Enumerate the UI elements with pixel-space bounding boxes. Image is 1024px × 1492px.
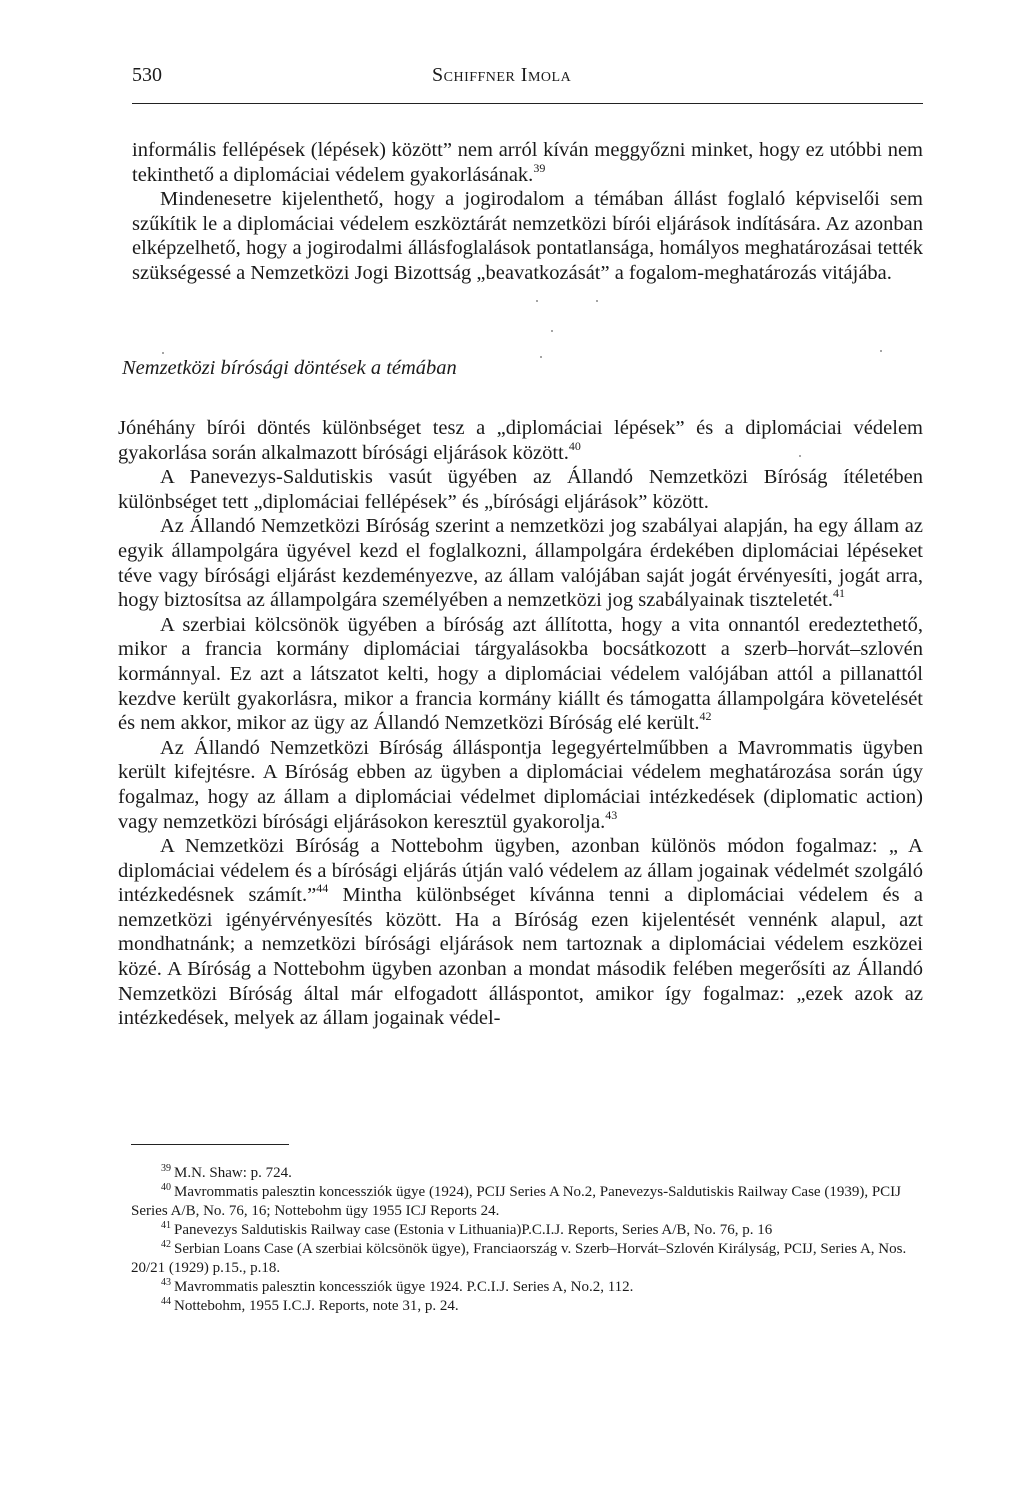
page-number: 530 [132,64,162,86]
running-header [132,64,923,98]
scan-speck [540,356,542,358]
intro-text [132,138,923,286]
footnote-ref: 42 [699,709,712,724]
paragraph: Az Állandó Nemzetközi Bíróság álláspontja legegyértelműbben a Mavrommatis ügyben került kifejtésre. A Bíróság ebben az ügyben a diplomáciai védelem meghatározása során úgy fogalmaz, hogy az állam a diplomáciai védelmet diplomáciai intézkedések (diplomatic action) vagy nemzetközi bírósági eljárásokon keresztül gyakorolja.$^{43}$ [118,736,923,833]
footnote-ref: 39 [533,160,546,175]
footnote-number: 43 [161,1277,171,1288]
scan-speck [596,300,598,302]
footnote: $^{42}$ Serbian Loans Case (A szerbiai kölcsönök ügye), Franciaország v. Szerb–Horvát–Szlovén Királyság, PCIJ, Series A, Nos. 20/21 (1929) p.15., p.18. [131,1239,907,1276]
scan-speck [799,455,801,457]
paragraph: A szerbiai kölcsönök ügyében a bíróság azt állította, hogy a vita onnantól eredeztethető, mikor a francia kormány diplomáciai tárgyalásokba bocsátkozott a szerb–horvát–szlovén kormánnyal. Ez azt a látszatot kelti, hogy a diplomáciai védelem valójában attól a pillanattól kezdve került gyakorlásra, mikor a francia kormány kiállt és támogatta állampolgára követelését és nem akkor, mikor az ügy az Állandó Nemzetközi Bíróság elé került.$^{42}$ [118,613,923,735]
footnote: $^{43}$ Mavrommatis palesztin koncessziók ügye 1924. P.C.I.J. Series A, No.2, 112. [161,1277,634,1295]
scan-speck [162,352,164,354]
scan-speck [880,350,882,352]
footnote-number: 39 [161,1163,171,1174]
paragraph: Jónéhány bírói döntés különbséget tesz a „diplomáciai lépések” és a diplomáciai védelem gyakorlása során alkalmazott bírósági eljárások között.$^{40}$ [118,417,923,464]
paragraph: Mindenesetre kijelenthető, hogy a jogirodalom a témában állást foglaló képviselői sem szűkítik le a diplomáciai védelem eszköztárát nemzetközi bírói eljárások indítására. Az azonban elképzelhető, hogy a jogirodalmi állásfoglalások pontatlansága, homályos meghatározásai tették szükségessé a Nemzetközi Jogi Bizottság „beavatkozását” a fogalom-meghatározás vitájába. [132,188,923,284]
running-head-author: Schiffner Imola [432,64,572,86]
body-text [118,416,923,1031]
header-rule [132,103,923,104]
paragraph: informális fellépések (lépések) között” nem arról kíván meggyőzni minket, hogy ez utóbbi nem tekinthető a diplomáciai védelem gyakorlásának.$^{39}$ [132,139,923,186]
footnote: $^{39}$ M.N. Shaw: p. 724. [161,1163,292,1181]
footnote: $^{40}$ Mavrommatis palesztin koncessziók ügye (1924), PCIJ Series A No.2, Panevezys-Saldutiskis Railway Case (1939), PCIJ Series A/B, No. 76, 16; Nottebohm ügy 1955 ICJ Reports 24. [131,1182,901,1219]
footnote-ref: 40 [568,438,581,453]
footnote: $^{44}$ Nottebohm, 1955 I.C.J. Reports, note 31, p. 24. [161,1296,459,1314]
footnote-ref: 43 [605,807,618,822]
paragraph: A Nemzetközi Bíróság a Nottebohm ügyben, azonban különös módon fogalmaz: „ A diplomáciai védelem és a bírósági eljárás útján való védelem az állam jogainak védelmét szolgáló intézkedésnek számít.”$^{44}$ Mintha különbséget kívánna tenni a diplomáciai védelem és a nemzetközi igényérvényesítés között. Ha a Bíróság ezen kijelentését vennénk alapul, azt mondhatnánk; a nemzetközi bírósági eljárások nem tartoznak a diplomáciai védelem eszközei közé. A Bíróság a Nottebohm ügyben azonban a mondat második felében megerősíti az Állandó Nemzetközi Bíróság által már elfogadott álláspontot, amikor így fogalmaz: „ezek azok az intézkedések, melyek az állam jogainak védel- [118,835,923,1030]
paragraph: A Panevezys-Saldutiskis vasút ügyében az Állandó Nemzetközi Bíróság ítéletében különbséget tett „diplomáciai fellépések” és „bírósági eljárások” között. [118,466,923,513]
footnote-number: 44 [161,1296,171,1307]
scan-speck [551,330,553,332]
footnote-rule [131,1144,289,1145]
footnote-number: 42 [161,1239,171,1250]
scan-speck [536,300,538,302]
section-title: Nemzetközi bírósági döntések a témában [122,357,457,379]
footnote-ref: 41 [832,586,845,601]
footnote: $^{41}$ Panevezys Saldutiskis Railway case (Estonia v Lithuania)P.C.I.J. Reports, Series A/B, No. 76, p. 16 [161,1220,773,1238]
footnotes [131,1164,923,1316]
footnote-number: 41 [161,1220,171,1231]
paragraph: Az Állandó Nemzetközi Bíróság szerint a nemzetközi jog szabályai alapján, ha egy állam az egyik állampolgára ügyével kezd el foglalkozni, állampolgára érdekében diplomáciai lépéseket téve vagy bírósági eljárást kezdeményezve, az állam valójában saját jogát érvényesíti, jogát arra, hogy biztosítsa az állampolgára személyében a nemzetközi jog szabályainak tiszteletét.$^{41}$ [118,515,923,612]
footnote-number: 40 [161,1182,171,1193]
footnote-ref: 44 [316,881,329,896]
